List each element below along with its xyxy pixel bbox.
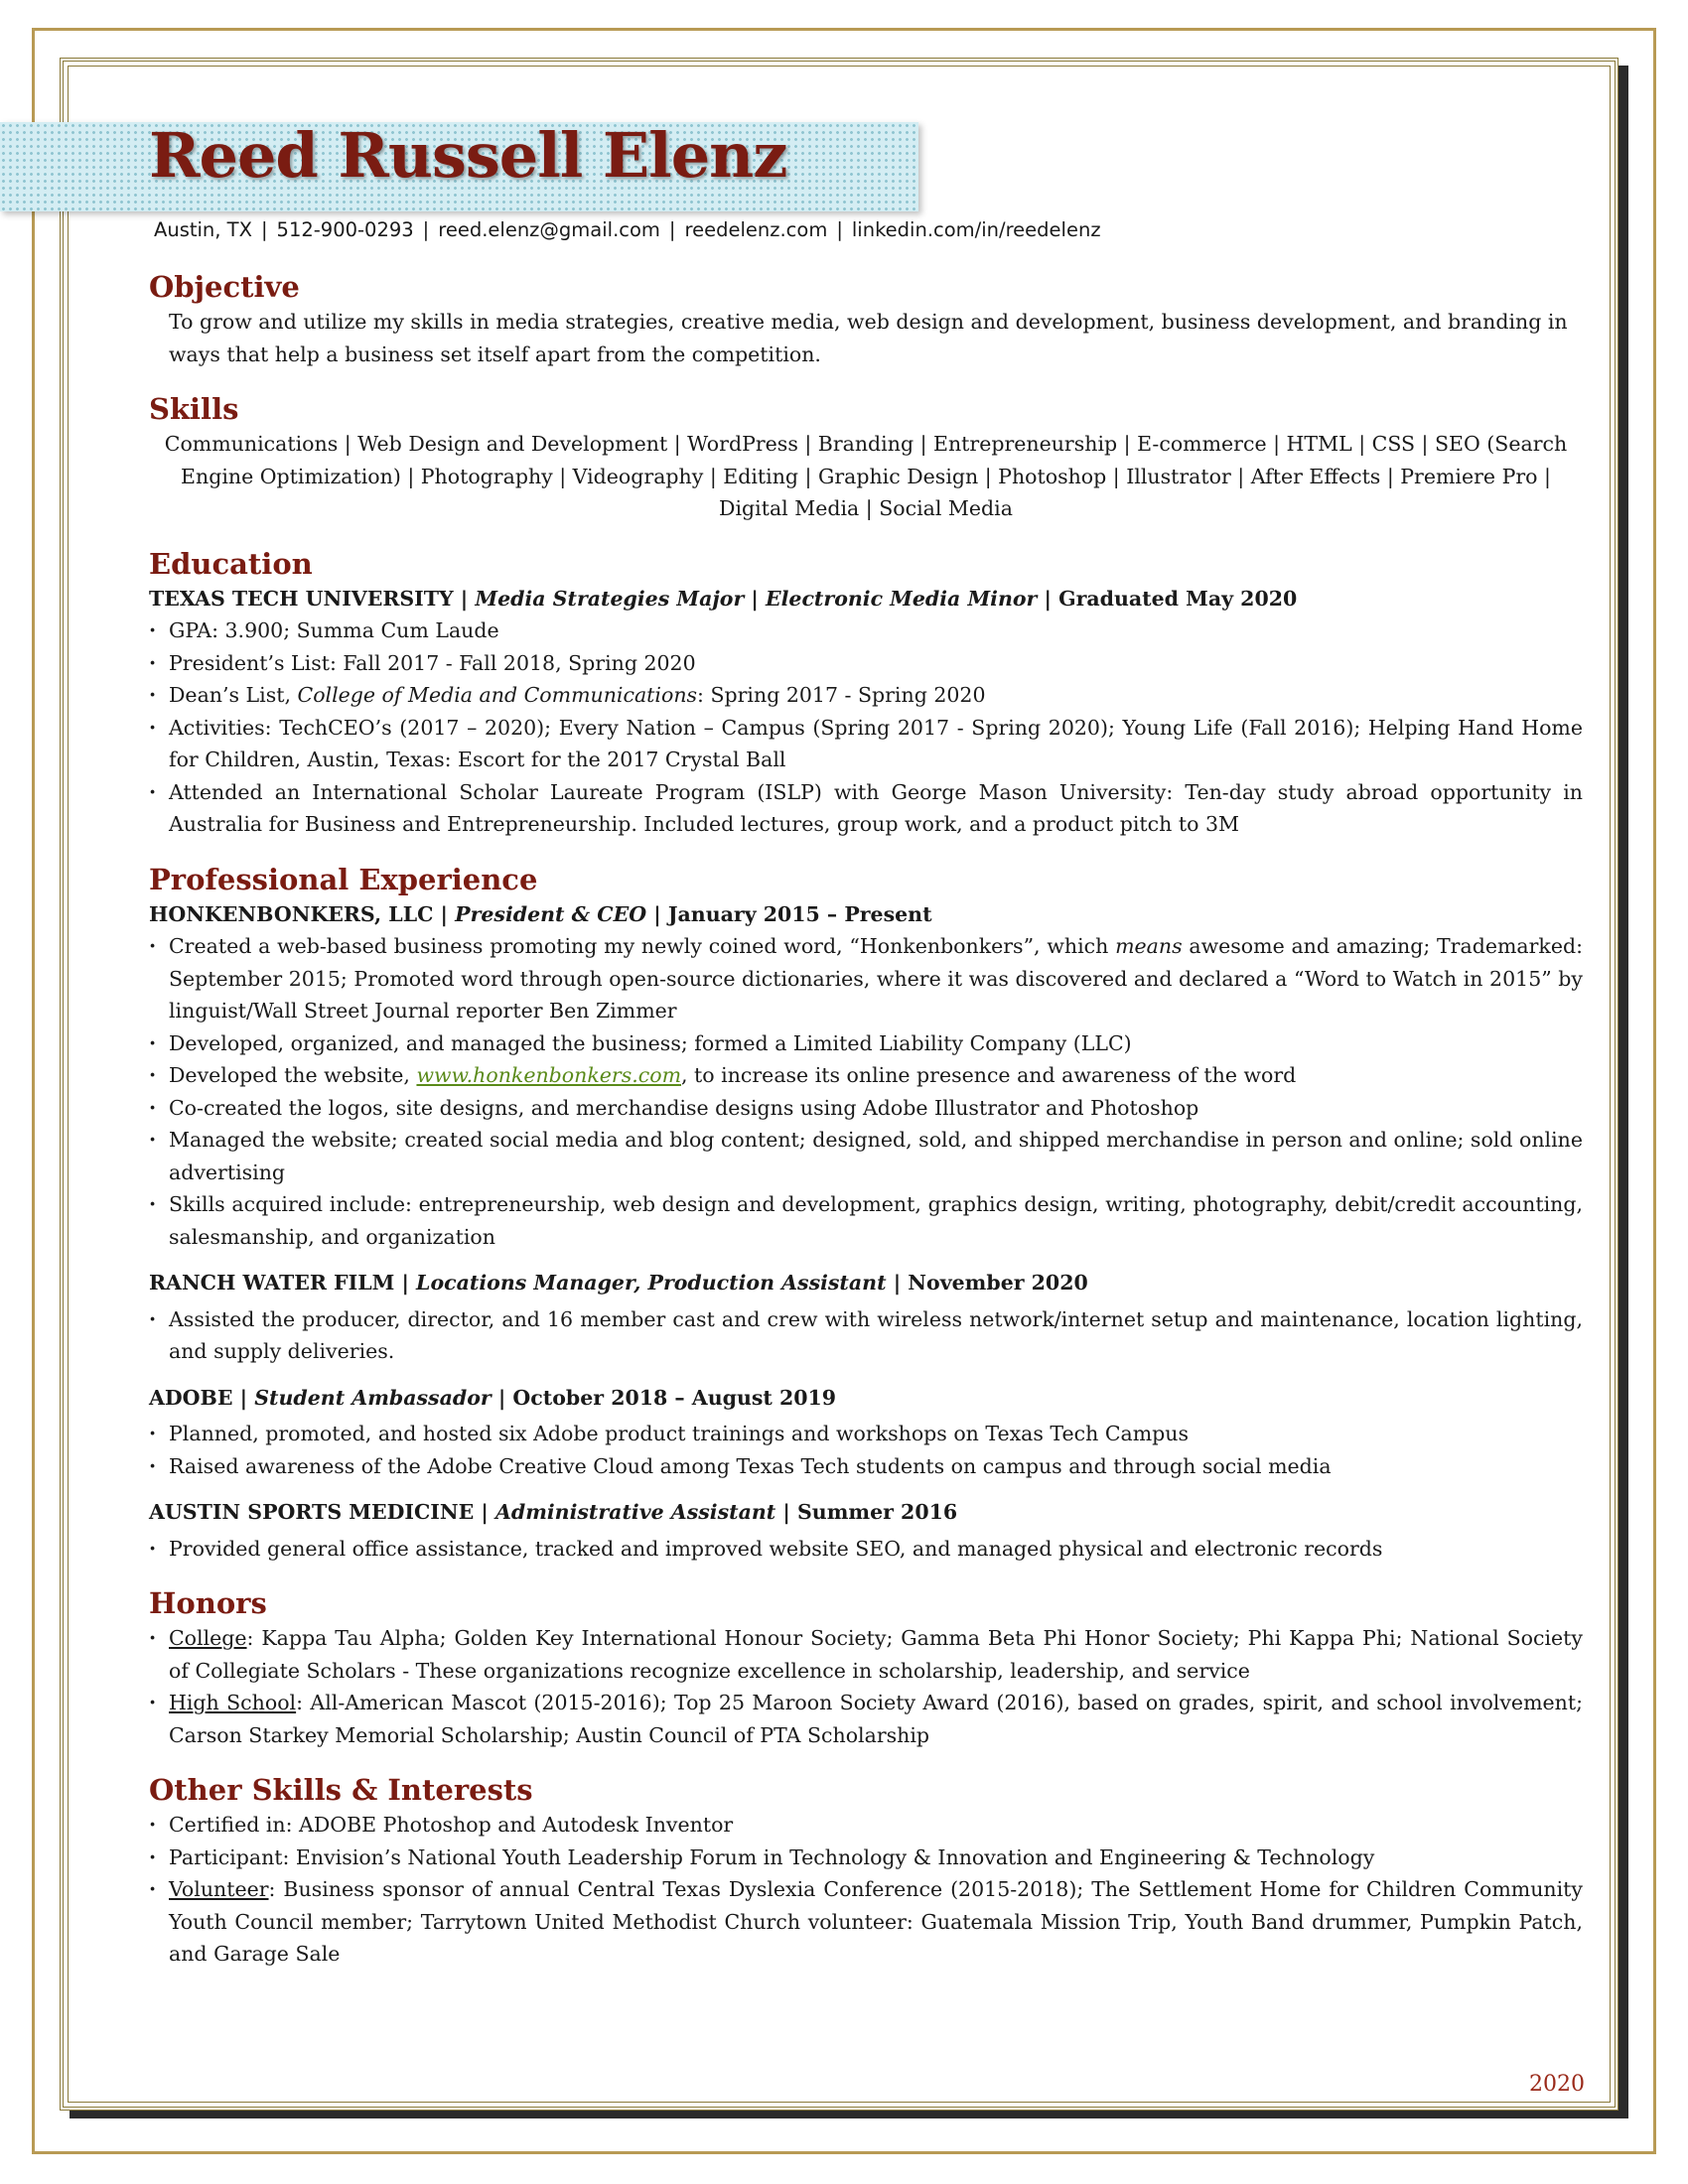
list-item: · Attended an International Scholar Laureate Program (ISLP) with George Mason University: Ten-day study abroad opportunity in Australia for Business and Entrepreneurship. Included lectures, group work, and a product pitch to 3M: [149, 776, 1583, 841]
list-item: · Provided general office assistance, tracked and improved website SEO, and managed physical and electronic records: [149, 1533, 1583, 1566]
list-item: · Activities: TechCEO’s (2017 – 2020); Every Nation – Campus (Spring 2017 - Spring 2020); Young Life (Fall 2016); Helping Hand Home for Children, Austin, Texas: Escort for the 2017 Crystal Ball: [149, 712, 1583, 776]
skills-text: Communications | Web Design and Development | WordPress | Branding | Entrepreneurship | E-commerce | HTML | CSS | SEO (Search Engine Optimization) | Photography | Videography | Editing | Graphic Design | Photoshop | Illustrator | After Effects | Premiere Pro | Digital Media | Social Media: [164, 432, 1568, 520]
list-item: · Dean’s List, College of Media and Communications: Spring 2017 - Spring 2020: [149, 679, 1583, 712]
resume-name: Reed Russell Elenz: [149, 119, 787, 192]
job-header-austin-sports-medicine: AUSTIN SPORTS MEDICINE | Administrative Assistant | Summer 2016: [149, 1500, 958, 1524]
contact-line: Austin, TX | 512-900-0293 | reed.elenz@gmail.com | reedelenz.com | linkedin.com/in/reedelenz: [154, 218, 1101, 241]
list-item: · Developed the website, www.honkenbonkers.com, to increase its online presence and awareness of the word: [149, 1059, 1583, 1092]
list-item: · Managed the website; created social media and blog content; designed, sold, and shipped merchandise in person and online; sold online advertising: [149, 1124, 1583, 1188]
contact-email[interactable]: reed.elenz@gmail.com: [438, 218, 660, 241]
graduation-date: Graduated May 2020: [1058, 586, 1298, 611]
list-item: · Volunteer: Business sponsor of annual Central Texas Dyslexia Conference (2015-2018); The Settlement Home for Children Community Youth Council member; Tarrytown United Methodist Church volunteer: Guatemala Mission Trip, Youth Band drummer, Pumpkin Patch, and Garage Sale: [149, 1873, 1583, 1971]
contact-location: Austin, TX: [154, 218, 252, 241]
education-list: [149, 614, 1583, 841]
list-item: · Planned, promoted, and hosted six Adobe product trainings and workshops on Texas Tech Campus: [149, 1418, 1583, 1450]
list-item: · Co-created the logos, site designs, and merchandise designs using Adobe Illustrator and Photoshop: [149, 1092, 1583, 1125]
honkenbonkers-link[interactable]: www.honkenbonkers.com: [416, 1063, 682, 1087]
honors-list: [149, 1622, 1583, 1751]
list-item: · Skills acquired include: entrepreneurship, web design and development, graphics design, writing, photography, debit/credit accounting, salesmanship, and organization: [149, 1188, 1583, 1253]
job-list-adobe: [149, 1418, 1583, 1482]
other-skills-list: [149, 1809, 1583, 1971]
section-heading-other-skills: Other Skills & Interests: [149, 1773, 533, 1807]
list-item: · College: Kappa Tau Alpha; Golden Key International Honour Society; Gamma Beta Phi Honor Society; Phi Kappa Phi; National Society of Collegiate Scholars - These organizations recognize excellence in scholarship, leadership, and service: [149, 1622, 1583, 1687]
list-item: · Certified in: ADOBE Photoshop and Autodesk Inventor: [149, 1809, 1583, 1842]
skills-section: [149, 390, 1583, 525]
education-header: TEXAS TECH UNIVERSITY | Media Strategies Major | Electronic Media Minor | Graduated May 2020: [149, 586, 1298, 611]
footer-year: 2020: [1529, 2072, 1585, 2097]
list-item: · GPA: 3.900; Summa Cum Laude: [149, 614, 1583, 647]
section-heading-skills: Skills: [149, 392, 239, 426]
objective-text: To grow and utilize my skills in media strategies, creative media, web design and development, business development, and branding in ways that help a business set itself apart from the competition.: [169, 310, 1568, 366]
list-item: · Developed, organized, and managed the business; formed a Limited Liability Company (LLC): [149, 1027, 1583, 1060]
list-item: · President’s List: Fall 2017 - Fall 2018, Spring 2020: [149, 647, 1583, 680]
section-heading-experience: Professional Experience: [149, 862, 538, 896]
program-name: Media Strategies Major | Electronic Media Minor: [475, 586, 1038, 611]
job-header-ranch-water: RANCH WATER FILM | Locations Manager, Production Assistant | November 2020: [149, 1271, 1088, 1295]
job-list-honkenbonkers: [149, 930, 1583, 1253]
contact-linkedin[interactable]: linkedin.com/in/reedelenz: [851, 218, 1101, 241]
education-section: [149, 545, 1583, 841]
experience-section: [149, 861, 1583, 1566]
contact-phone: 512-900-0293: [276, 218, 414, 241]
contact-website[interactable]: reedelenz.com: [684, 218, 828, 241]
honors-section: [149, 1584, 1583, 1751]
section-heading-objective: Objective: [149, 270, 300, 304]
job-list-austin-sports-medicine: [149, 1533, 1583, 1566]
objective-section: [149, 268, 1583, 370]
list-item: · Created a web-based business promoting my newly coined word, “Honkenbonkers”, which means awesome and amazing; Trademarked: September 2015; Promoted word through open-source dictionaries, where it was discovered and declared a “Word to Watch in 2015” by linguist/Wall Street Journal reporter Ben Zimmer: [149, 930, 1583, 1027]
list-item: · Raised awareness of the Adobe Creative Cloud among Texas Tech students on campus and through social media: [149, 1450, 1583, 1483]
list-item: · Assisted the producer, director, and 16 member cast and crew with wireless network/internet setup and maintenance, location lighting, and supply deliveries.: [149, 1303, 1583, 1368]
section-heading-honors: Honors: [149, 1586, 267, 1620]
job-header-honkenbonkers: HONKENBONKERS, LLC | President & CEO | January 2015 – Present: [149, 901, 932, 926]
list-item: · Participant: Envision’s National Youth Leadership Forum in Technology & Innovation and Engineering & Technology: [149, 1842, 1583, 1874]
school-name: TEXAS TECH UNIVERSITY: [149, 586, 454, 611]
list-item: · High School: All-American Mascot (2015-2016); Top 25 Maroon Society Award (2016), based on grades, spirit, and school involvement; Carson Starkey Memorial Scholarship; Austin Council of PTA Scholarship: [149, 1687, 1583, 1751]
job-list-ranch-water: [149, 1303, 1583, 1368]
other-skills-section: [149, 1771, 1583, 1971]
resume-body: [149, 268, 1583, 1971]
job-header-adobe: ADOBE | Student Ambassador | October 2018 – August 2019: [149, 1385, 837, 1410]
section-heading-education: Education: [149, 546, 313, 581]
